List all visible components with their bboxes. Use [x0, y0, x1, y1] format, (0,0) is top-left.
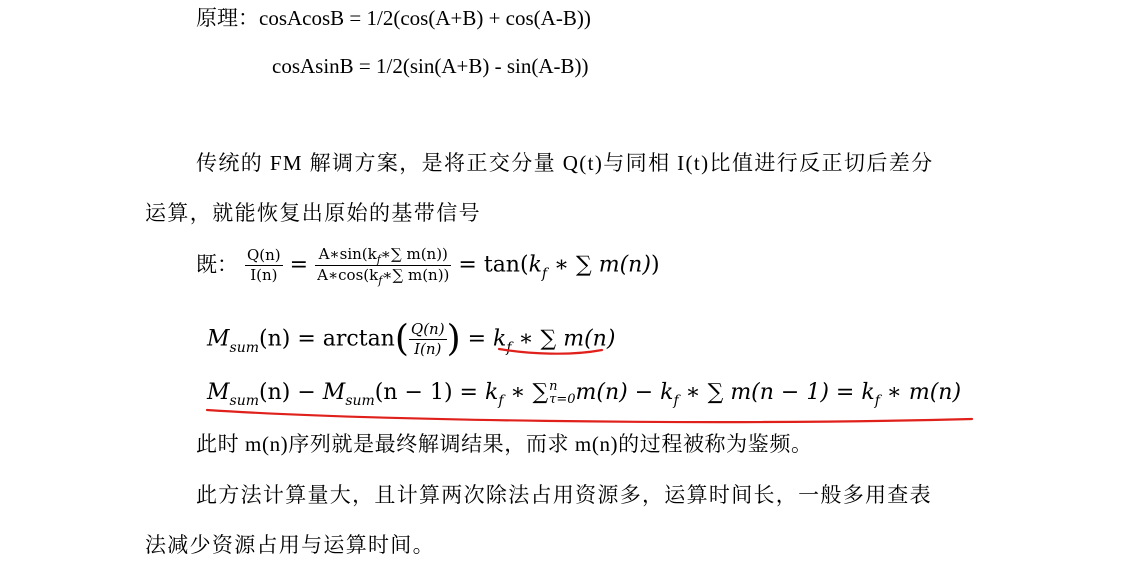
eq3-sum2: sum	[345, 393, 375, 409]
principle-formula-1: cosAcosB = 1/2(cos(A+B) + cos(A-B))	[259, 6, 591, 30]
eq2-k: k	[493, 326, 507, 352]
eq3-f1: f	[498, 393, 504, 409]
underline-eq3	[207, 410, 972, 422]
eq1-rhs-b: ∗ ∑	[547, 252, 599, 278]
paragraph-1-line-2: 运算，就能恢复出原始的基带信号	[145, 201, 481, 225]
paragraph-3-line-2: 法减少资源占用与运算时间。	[145, 533, 435, 557]
eq2-close-paren: )	[446, 318, 461, 360]
eq1-num	[315, 245, 451, 266]
eq3-sum1: sum	[229, 393, 260, 409]
eq2-arg: (n) = arctan	[259, 326, 395, 352]
eq2-q: Q(n)	[410, 320, 445, 338]
eq3-f2: f	[673, 393, 679, 409]
eq1-frac-qi	[245, 246, 283, 285]
eq1-num-a: A∗sin(k	[318, 245, 377, 263]
eq3-sup: n	[549, 379, 558, 394]
eq2-star-sum: ∗ ∑	[511, 326, 564, 352]
eq3-m1: m(n) −	[575, 380, 661, 405]
paragraph-2: 此时 m(n)序列就是最终解调结果，而求 m(n)的过程被称为鉴频。	[196, 432, 813, 456]
eq2-M: M	[207, 326, 230, 352]
eq1-frac-sincos	[315, 245, 451, 286]
eq3-m2: m(n − 1) =	[730, 380, 862, 405]
eq3-limits	[549, 380, 575, 406]
eq3-low: τ=0	[549, 392, 576, 407]
eq3-k3: k	[861, 380, 875, 405]
eq3-k2: k	[660, 380, 674, 405]
eq1-rhs-c: )	[650, 252, 660, 278]
eq3-star2: ∗ ∑	[678, 380, 731, 405]
eq1-prefix: 既：	[196, 252, 238, 277]
eq3-arg2: (n − 1) =	[374, 380, 485, 405]
eq3-f3: f	[874, 393, 880, 409]
eq2-m: m(n)	[563, 326, 616, 352]
eq2-f: f	[506, 339, 512, 356]
principle-line-2	[272, 52, 589, 80]
eq1-rhs-m: m(n)	[598, 252, 651, 278]
eq3-arg1: (n) −	[259, 380, 323, 405]
eq1-i: I(n)	[250, 266, 278, 284]
equation-ratio	[196, 245, 660, 286]
eq1-den-a: A∗cos(k	[317, 266, 379, 284]
eq2-sum: sum	[229, 339, 260, 356]
eq1-rhs-k: k	[528, 252, 542, 278]
eq1-rhs-a: = tan(	[458, 252, 529, 278]
eq3-M1: M	[207, 380, 230, 405]
eq1-den-tail: ∗∑ m(n))	[382, 266, 450, 284]
eq3-star3: ∗	[879, 380, 909, 405]
principle-label: 原理：	[196, 6, 259, 30]
eq1-num-tail: ∗∑ m(n))	[380, 245, 448, 263]
eq1-den	[315, 266, 451, 286]
paragraph-1-line-1: 传统的 FM 解调方案，是将正交分量 Q(t)与同相 I(t)比值进行反正切后差分	[196, 151, 934, 175]
eq2-i: I(n)	[414, 340, 442, 358]
eq1-rhs-f: f	[541, 265, 548, 282]
eq2-open-paren: (	[394, 318, 409, 360]
eq1-den-f: f	[378, 274, 383, 287]
equation-arctan	[207, 320, 615, 359]
eq3-star1: ∗ ∑	[503, 380, 549, 405]
eq3-k1: k	[484, 380, 499, 405]
eq2-frac	[409, 320, 447, 359]
equation-difference	[207, 379, 961, 409]
eq3-M2: M	[322, 380, 346, 405]
paragraph-3-line-1: 此方法计算量大，且计算两次除法占用资源多，运算时间长，一般多用查表	[196, 483, 932, 507]
eq3-m3: m(n)	[908, 380, 962, 405]
eq1-num-f: f	[376, 253, 381, 266]
eq2-rhs-eq: =	[460, 326, 494, 352]
eq1-q: Q(n)	[247, 246, 281, 264]
principle-formula-2: cosAsinB = 1/2(sin(A+B) - sin(A-B))	[272, 54, 589, 78]
eq1-equals: =	[289, 252, 309, 278]
principle-line-1	[196, 4, 591, 32]
